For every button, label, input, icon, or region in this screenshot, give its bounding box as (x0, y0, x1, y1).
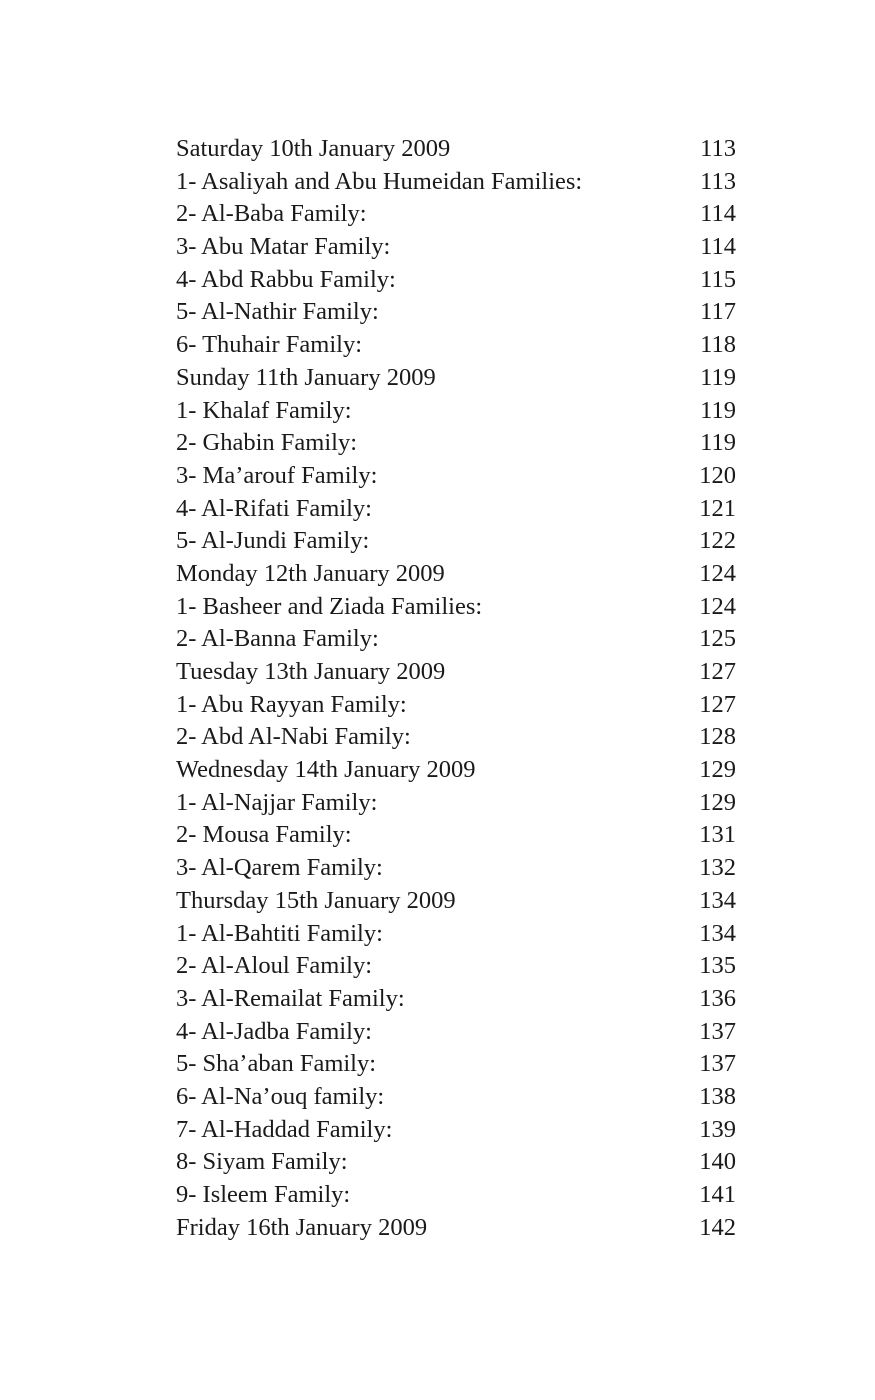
toc-entry-page-number: 138 (699, 1082, 736, 1110)
toc-entry-title: 1- Khalaf Family: (176, 396, 352, 424)
toc-entry (176, 623, 736, 656)
toc-entry (176, 885, 736, 918)
toc-entry (176, 1146, 736, 1179)
toc-entry-title: 4- Abd Rabbu Family: (176, 265, 396, 293)
toc-entry (176, 787, 736, 820)
toc-entry-title: Thursday 15th January 2009 (176, 886, 456, 914)
toc-entry-page-number: 142 (699, 1213, 736, 1241)
toc-entry-title: 2- Al-Baba Family: (176, 200, 367, 228)
toc-entry-page-number: 115 (700, 265, 736, 293)
toc-entry-title: 8- Siyam Family: (176, 1148, 348, 1176)
toc-entry-page-number: 140 (699, 1148, 736, 1176)
toc-entry (176, 525, 736, 558)
toc-entry-title: 2- Abd Al-Nabi Family: (176, 723, 411, 751)
toc-entry (176, 819, 736, 852)
toc-entry (176, 721, 736, 754)
toc-entry-title: 1- Al-Najjar Family: (176, 788, 378, 816)
toc-entry-page-number: 131 (699, 821, 736, 849)
toc-entry (176, 296, 736, 329)
toc-entry-title: 4- Al-Jadba Family: (176, 1017, 372, 1045)
toc-entry-page-number: 134 (699, 919, 736, 947)
toc-entry-title: 6- Thuhair Family: (176, 331, 362, 359)
toc-entry-page-number: 125 (699, 625, 736, 653)
toc-entry-page-number: 129 (699, 756, 736, 784)
toc-entry-page-number: 128 (699, 723, 736, 751)
toc-entry-title: 3- Al-Remailat Family: (176, 984, 405, 1012)
toc-entry (176, 754, 736, 787)
toc-entry-title: 5- Al-Nathir Family: (176, 298, 379, 326)
toc-entry (176, 395, 736, 428)
toc-entry-title: 5- Al-Jundi Family: (176, 527, 370, 555)
toc-entry (176, 493, 736, 526)
toc-entry-page-number: 119 (700, 363, 736, 391)
toc-entry-page-number: 114 (700, 233, 736, 261)
toc-entry (176, 329, 736, 362)
toc-entry-page-number: 119 (700, 429, 736, 457)
toc-entry-title: 9- Isleem Family: (176, 1181, 351, 1208)
toc-entry (176, 656, 736, 689)
toc-entry (176, 427, 736, 460)
toc-entry-page-number: 113 (700, 167, 736, 195)
toc-entry (176, 460, 736, 493)
toc-entry (176, 133, 736, 166)
toc-entry (176, 1179, 736, 1212)
toc-entry-page-number: 113 (700, 135, 736, 162)
toc-entry-title: 7- Al-Haddad Family: (176, 1115, 393, 1143)
table-of-contents (176, 133, 736, 1244)
toc-entry (176, 1212, 736, 1245)
toc-entry (176, 918, 736, 951)
toc-entry-title: 1- Basheer and Ziada Families: (176, 592, 483, 620)
toc-entry-title: 1- Abu Rayyan Family: (176, 690, 407, 718)
toc-entry-title: Wednesday 14th January 2009 (176, 756, 476, 784)
toc-entry-title: 6- Al-Na’ouq family: (176, 1082, 385, 1110)
toc-entry-page-number: 141 (699, 1181, 736, 1208)
toc-entry-page-number: 117 (700, 298, 736, 326)
toc-entry-page-number: 132 (699, 854, 736, 882)
toc-entry-page-number: 124 (699, 592, 736, 620)
toc-entry-title: Tuesday 13th January 2009 (176, 658, 446, 685)
toc-entry-page-number: 134 (699, 886, 736, 914)
toc-entry-page-number: 119 (700, 396, 736, 424)
toc-entry-title: 1- Al-Bahtiti Family: (176, 919, 383, 947)
toc-entry-title: Monday 12th January 2009 (176, 559, 445, 587)
toc-entry-title: 2- Al-Aloul Family: (176, 952, 372, 980)
toc-entry-title: Saturday 10th January 2009 (176, 135, 451, 162)
toc-entry (176, 362, 736, 395)
toc-entry-title: Sunday 11th January 2009 (176, 363, 436, 391)
toc-entry-title: 3- Al-Qarem Family: (176, 854, 383, 882)
toc-entry-title: 2- Al-Banna Family: (176, 625, 379, 653)
toc-entry-page-number: 127 (699, 658, 736, 685)
toc-entry-title: 4- Al-Rifati Family: (176, 494, 372, 522)
toc-entry-title: Friday 16th January 2009 (176, 1213, 428, 1241)
toc-entry-page-number: 121 (699, 494, 736, 522)
toc-entry (176, 166, 736, 199)
toc-entry-title: 2- Ghabin Family: (176, 429, 358, 457)
toc-entry (176, 1081, 736, 1114)
toc-entry (176, 950, 736, 983)
toc-entry (176, 264, 736, 297)
toc-entry-title: 1- Asaliyah and Abu Humeidan Families: (176, 167, 583, 195)
toc-entry-page-number: 139 (699, 1115, 736, 1143)
toc-entry-title: 3- Ma’arouf Family: (176, 461, 378, 489)
toc-entry (176, 1048, 736, 1081)
toc-entry-page-number: 118 (700, 331, 736, 359)
toc-entry-title: 3- Abu Matar Family: (176, 233, 391, 261)
toc-entry-page-number: 137 (699, 1050, 736, 1078)
toc-entry (176, 852, 736, 885)
toc-entry (176, 983, 736, 1016)
toc-entry-page-number: 122 (699, 527, 736, 555)
toc-entry (176, 689, 736, 722)
toc-entry-title: 5- Sha’aban Family: (176, 1050, 377, 1078)
toc-entry (176, 198, 736, 231)
toc-entry-page-number: 127 (699, 690, 736, 718)
toc-entry (176, 1016, 736, 1049)
toc-entry-page-number: 135 (699, 952, 736, 980)
toc-entry (176, 591, 736, 624)
toc-entry (176, 1114, 736, 1147)
toc-entry-title: 2- Mousa Family: (176, 821, 352, 849)
toc-entry-page-number: 137 (699, 1017, 736, 1045)
toc-entry-page-number: 124 (699, 559, 736, 587)
toc-entry (176, 231, 736, 264)
toc-entry-page-number: 120 (699, 461, 736, 489)
toc-entry-page-number: 136 (699, 984, 736, 1012)
toc-entry (176, 558, 736, 591)
toc-entry-page-number: 129 (699, 788, 736, 816)
toc-entry-page-number: 114 (700, 200, 736, 228)
